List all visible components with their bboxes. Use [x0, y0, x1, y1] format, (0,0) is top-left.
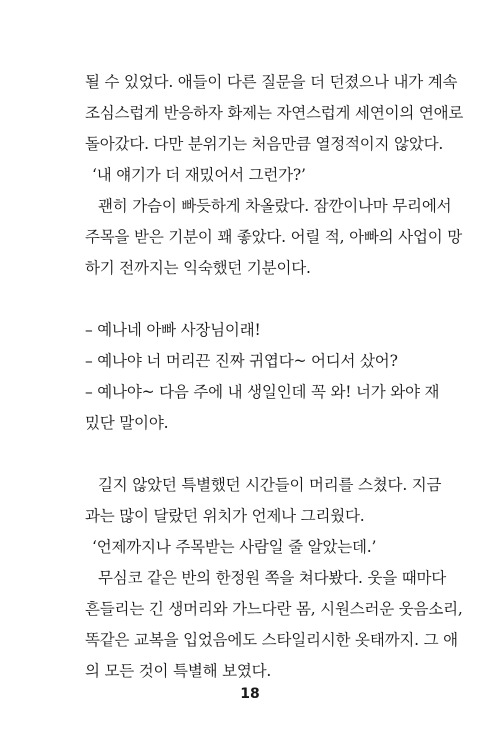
- text-line: – 예나야~ 다음 주에 내 생일인데 꼭 와! 너가 와야 재: [85, 383, 440, 401]
- text-line: 조심스럽게 반응하자 화제는 자연스럽게 세연이의 연애로: [85, 104, 464, 122]
- text-line: 될 수 있었다. 애들이 다른 질문을 더 던졌으나 내가 계속: [85, 73, 458, 91]
- page-number: 18: [240, 686, 260, 702]
- text-line: 흔들리는 긴 생머리와 가느다란 몸, 시원스러운 웃음소리,: [85, 600, 463, 618]
- text-line: ‘언제까지나 주목받는 사람일 줄 알았는데.’: [92, 538, 377, 556]
- text-line: 똑같은 교복을 입었음에도 스타일리시한 옷태까지. 그 애: [85, 631, 458, 649]
- text-line: 주목을 받은 기분이 꽤 좋았다. 어릴 적, 아빠의 사업이 망: [85, 228, 463, 246]
- text-line: 밌단 말이야.: [85, 414, 169, 432]
- text-line: 무심코 같은 반의 한정원 쪽을 쳐다봤다. 웃을 때마다: [98, 569, 447, 587]
- text-line: – 예나네 아빠 사장님이래!: [85, 321, 261, 339]
- text-line: 괜히 가슴이 빠듯하게 차올랐다. 잠깐이나마 무리에서: [98, 197, 452, 215]
- text-line: ‘내 얘기가 더 재밌어서 그런가?’: [92, 166, 306, 184]
- text-line: 하기 전까지는 익숙했던 기분이다.: [85, 259, 311, 277]
- text-line: 돌아갔다. 다만 분위기는 처음만큼 열정적이지 않았다.: [85, 135, 444, 153]
- text-line: 과는 많이 달랐던 위치가 언제나 그리웠다.: [85, 507, 365, 525]
- text-line: 의 모든 것이 특별해 보였다.: [85, 662, 272, 680]
- text-line: – 예나야 너 머리끈 진짜 귀엽다~ 어디서 샀어?: [85, 352, 398, 370]
- text-line: 길지 않았던 특별했던 시간들이 머리를 스쳤다. 지금: [98, 476, 442, 494]
